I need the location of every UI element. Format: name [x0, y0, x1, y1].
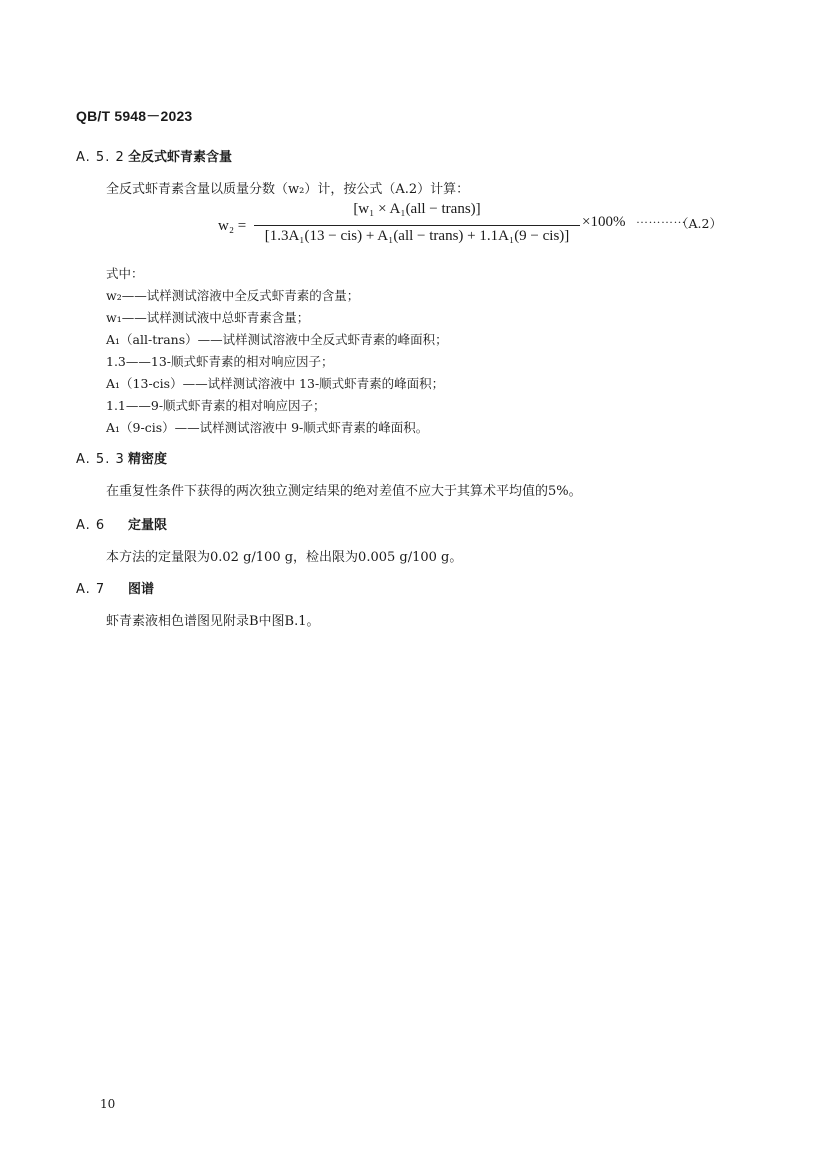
section-title: 精密度 — [128, 452, 168, 467]
formula-lhs: w₂ = — [218, 218, 247, 234]
fraction-bar — [254, 225, 580, 226]
formula-multiplier: ×100% — [582, 214, 626, 230]
section-a7-text: 虾青素液相色谱图见附录B中图B.1。 — [106, 614, 320, 629]
formula-numerator: [w₁ × A₁(all − trans)] — [353, 201, 481, 217]
section-number: A. 5. 2 — [76, 150, 125, 165]
section-number: A. 6 — [76, 518, 106, 533]
where-label: 式中： — [106, 266, 144, 281]
page-number: 10 — [100, 1097, 116, 1111]
definition-item: 1.1——9-顺式虾青素的相对响应因子； — [106, 398, 326, 413]
section-title: 定量限 — [128, 518, 168, 533]
section-a6-text: 本方法的定量限为0.02 g/100 g，检出限为0.005 g/100 g。 — [106, 550, 463, 565]
formula-leader: ………… — [636, 212, 686, 226]
section-a52-intro: 全反式虾青素含量以质量分数（w₂）计，按公式（A.2）计算： — [106, 182, 470, 197]
formula-denominator: [1.3A₁(13 − cis) + A₁(all − trans) + 1.1A₁(9 − cis)] — [264, 228, 570, 244]
section-title: 图谱 — [128, 582, 155, 597]
section-number: A. 5. 3 — [76, 452, 125, 467]
definition-item: A₁（9-cis）——试样测试溶液中 9-顺式虾青素的峰面积。 — [106, 420, 429, 435]
definition-item: w₂——试样测试溶液中全反式虾青素的含量； — [106, 288, 360, 303]
definition-item: w₁——试样测试液中总虾青素含量； — [106, 310, 310, 325]
formula-number: （A.2） — [676, 216, 722, 231]
section-a53-text: 在重复性条件下获得的两次独立测定结果的绝对差值不应大于其算术平均值的5%。 — [106, 484, 582, 499]
definition-item: A₁（all-trans）——试样测试溶液中全反式虾青素的峰面积； — [106, 332, 448, 347]
definition-item: A₁（13-cis）——试样测试溶液中 13-顺式虾青素的峰面积； — [106, 376, 445, 391]
section-a6-heading — [76, 514, 167, 533]
section-title: 全反式虾青素含量 — [128, 150, 233, 165]
standard-code: QB/T 5948－2023 — [76, 108, 193, 124]
section-number: A. 7 — [76, 582, 106, 597]
section-a53-heading — [76, 448, 167, 467]
definition-item: 1.3——13-顺式虾青素的相对响应因子； — [106, 354, 334, 369]
section-a52-heading — [76, 146, 232, 165]
section-a7-heading — [76, 578, 154, 597]
